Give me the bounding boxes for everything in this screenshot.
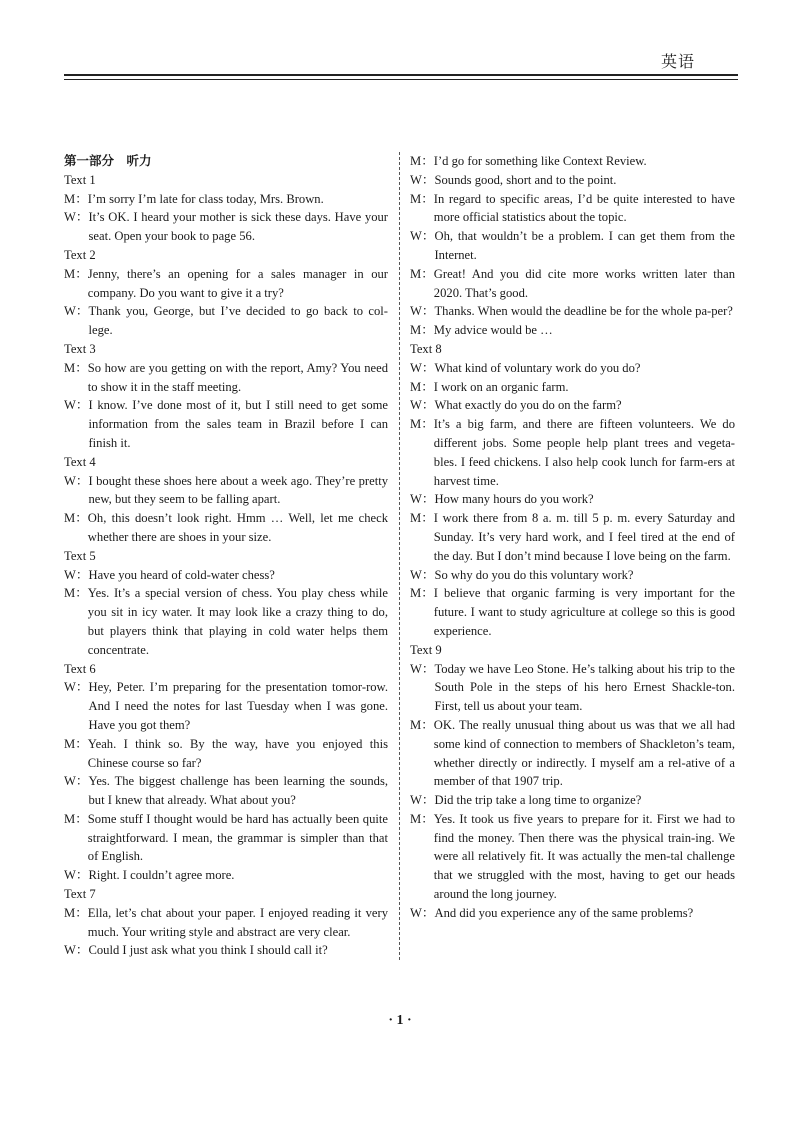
dialogue-line: [64, 735, 388, 773]
utterance-text: I’m sorry I’m late for class today, Mrs. Brown.: [87, 191, 324, 206]
dialogue-line: [410, 904, 735, 923]
speaker-label: M：: [410, 586, 434, 601]
header-rule-thin: [64, 79, 738, 80]
dialogue-line: [410, 227, 735, 265]
utterance-text: Hey, Peter. I’m preparing for the presentation tomor-row. And I need the notes for last Tuesday when I was gone. Have you got them?: [88, 680, 388, 732]
speaker-label: M：: [410, 811, 434, 826]
page-header-title: 英语: [660, 54, 695, 71]
utterance-text: Ella, let’s chat about your paper. I enjoyed reading it very much. Your writing style and abstract are very clear.: [87, 905, 388, 939]
text-label: Text 9: [410, 642, 442, 657]
dialogue-line: [410, 396, 735, 415]
utterance-text: It’s a big farm, and there are fifteen volunteers. We do different jobs. Some people help plant trees and vegeta-bles. I feed chickens. I also help cook lunch for farm-ers at harvest time.: [433, 417, 735, 488]
utterance-text: Today we have Leo Stone. He’s talking about his trip to the South Pole in the steps of his hero Ernest Shackle-ton. First, tell us about your team.: [434, 661, 735, 714]
utterance-text: Could I just ask what you think I should call it?: [88, 943, 328, 958]
dialogue-line: [410, 171, 735, 190]
utterance-text: I’d go for something like Context Review.: [433, 154, 647, 168]
column-divider: [399, 152, 400, 960]
speaker-label: W：: [64, 567, 89, 582]
dialogue-line: [410, 584, 735, 640]
speaker-label: W：: [64, 868, 89, 883]
dialogue-line: [410, 716, 735, 791]
speaker-label: M：: [64, 811, 88, 826]
speaker-label: W：: [64, 210, 89, 225]
utterance-text: Sounds good, short and to the point.: [434, 172, 617, 187]
dialogue-line: [64, 772, 388, 810]
utterance-text: Great! And you did cite more works written later than 2020. That’s good.: [433, 266, 735, 300]
dialogue-line: [410, 359, 735, 378]
utterance-text: And did you experience any of the same problems?: [434, 905, 694, 920]
dialogue-line: [64, 904, 388, 942]
text-label: Text 3: [64, 341, 96, 356]
dialogue-line: [410, 415, 735, 490]
speaker-label: M：: [410, 379, 434, 394]
dialogue-line: [64, 678, 388, 734]
utterance-text: Oh, this doesn’t look right. Hmm … Well, let me check whether there are shoes in your size.: [87, 511, 388, 544]
speaker-label: W：: [64, 398, 89, 413]
speaker-label: M：: [64, 736, 88, 751]
speaker-label: W：: [410, 398, 435, 413]
dialogue-line: [64, 509, 388, 547]
dialogue-line: [410, 490, 735, 509]
dialogue-line: [64, 866, 388, 885]
speaker-label: M：: [64, 191, 88, 206]
dialogue-line: [410, 378, 735, 397]
speaker-label: W：: [64, 943, 89, 958]
dialogue-line: [64, 396, 388, 452]
utterance-text: It’s OK. I heard your mother is sick these days. Have your seat. Open your book to page 56.: [88, 210, 388, 244]
speaker-label: W：: [410, 793, 435, 808]
speaker-label: M：: [410, 191, 434, 206]
dialogue-line: [410, 660, 735, 716]
dialogue-line: [64, 566, 388, 585]
utterance-text: Yes. It took us five years to prepare for it. First we had to find the money. Then there was the physical train-ing. We were all relatively fit. It was actually the men-tal challenge that we struggled with the most, having to get our heads around the long journey.: [433, 811, 735, 902]
utterance-text: Yeah. I think so. By the way, have you enjoyed this Chinese course so far?: [87, 736, 388, 770]
dialogue-line: [64, 941, 388, 960]
speaker-label: W：: [64, 473, 89, 488]
speaker-label: W：: [410, 661, 435, 676]
utterance-text: OK. The really unusual thing about us was that we all had some kind of connection to members of Shackleton’s team, whether directly or indirectly. I myself am a rel-ative of a member of that 1907 trip.: [433, 717, 735, 789]
dialogue-line: [410, 302, 735, 321]
dialogue-line: [410, 509, 735, 565]
speaker-label: M：: [410, 511, 434, 526]
speaker-label: M：: [410, 417, 434, 432]
text-label: Text 8: [410, 341, 442, 356]
speaker-label: W：: [410, 304, 435, 319]
utterance-text: Some stuff I thought would be hard has actually been quite straightforward. I mean, the grammar is simpler than that of English.: [87, 811, 388, 864]
utterance-text: In regard to specific areas, I’d be quite interested to have more official statistics about the topic.: [433, 191, 735, 225]
text-label: Text 5: [64, 548, 96, 563]
text-label: Text 1: [64, 172, 96, 187]
utterance-text: My advice would be …: [433, 323, 553, 338]
dialogue-line: [410, 152, 735, 171]
text-label: Text 6: [64, 661, 96, 676]
utterance-text: I bought these shoes here about a week ago. They’re pretty new, but they seem to be falling apart.: [88, 473, 388, 507]
speaker-label: W：: [410, 567, 435, 582]
dialogue-line: [410, 190, 735, 228]
utterance-text: Thank you, George, but I’ve decided to go back to col-lege.: [88, 304, 388, 338]
dialogue-line: [64, 265, 388, 303]
speaker-label: M：: [64, 511, 88, 526]
speaker-label: W：: [410, 905, 435, 920]
speaker-label: M：: [64, 586, 88, 601]
dialogue-line: [410, 810, 735, 904]
utterance-text: I know. I’ve done most of it, but I still need to get some information from the sales team in Brazil before I can finish it.: [88, 398, 388, 450]
dialogue-line: [64, 472, 388, 510]
speaker-label: M：: [64, 905, 88, 920]
speaker-label: W：: [64, 304, 89, 319]
speaker-label: M：: [410, 154, 434, 168]
utterance-text: So why do you do this voluntary work?: [434, 567, 634, 582]
utterance-text: Yes. The biggest challenge has been learning the sounds, but I knew that already. What about you?: [88, 774, 388, 808]
utterance-text: So how are you getting on with the report, Amy? You need to show it in the staff meeting.: [87, 360, 388, 394]
section-title: 第一部分 听力: [64, 153, 152, 168]
dialogue-line: [410, 265, 735, 303]
dialogue-line: [64, 190, 388, 209]
utterance-text: What exactly do you do on the farm?: [434, 398, 622, 413]
speaker-label: M：: [64, 360, 88, 375]
utterance-text: I work on an organic farm.: [433, 379, 569, 394]
text-label: Text 2: [64, 247, 96, 262]
speaker-label: W：: [410, 360, 435, 375]
dialogue-line: [410, 566, 735, 585]
text-label: Text 7: [64, 887, 96, 902]
utterance-text: How many hours do you work?: [434, 492, 594, 507]
utterance-text: What kind of voluntary work do you do?: [434, 360, 641, 375]
dialogue-line: [64, 359, 388, 397]
utterance-text: Did the trip take a long time to organize?: [434, 793, 642, 808]
speaker-label: W：: [410, 229, 435, 244]
dialogue-line: [64, 810, 388, 866]
dialogue-line: [410, 321, 735, 340]
speaker-label: W：: [410, 492, 435, 507]
utterance-text: I work there from 8 a. m. till 5 p. m. every Saturday and Sunday. It’s very hard work, and I feel tired at the end of the day. But I don’t mind because I love being on the farm.: [433, 511, 735, 563]
speaker-label: M：: [410, 266, 434, 281]
right-column: [410, 152, 735, 923]
utterance-text: Yes. It’s a special version of chess. You play chess while you sit in icy water. It may look like a crazy thing to do, but players think that playing in cold water helps them concentrate.: [87, 586, 388, 657]
speaker-label: W：: [64, 680, 89, 695]
utterance-text: Jenny, there’s an opening for a sales manager in our company. Do you want to give it a try?: [87, 266, 388, 300]
speaker-label: M：: [410, 323, 434, 338]
utterance-text: I believe that organic farming is very important for the future. I want to study agriculture at college so this is good experience.: [433, 586, 735, 638]
text-label: Text 4: [64, 454, 96, 469]
dialogue-line: [64, 208, 388, 246]
utterance-text: Right. I couldn’t agree more.: [88, 868, 235, 883]
speaker-label: W：: [410, 172, 435, 187]
page-number: · 1 ·: [388, 1013, 412, 1028]
left-column: [64, 152, 388, 960]
header-rule-thick: [64, 74, 738, 76]
speaker-label: M：: [64, 266, 88, 281]
dialogue-line: [64, 302, 388, 340]
utterance-text: Thanks. When would the deadline be for the whole pa-per?: [434, 304, 733, 319]
dialogue-line: [410, 791, 735, 810]
utterance-text: Have you heard of cold-water chess?: [88, 567, 275, 582]
dialogue-line: [64, 584, 388, 659]
utterance-text: Oh, that wouldn’t be a problem. I can get them from the Internet.: [434, 229, 735, 262]
speaker-label: M：: [410, 717, 434, 732]
speaker-label: W：: [64, 774, 89, 789]
